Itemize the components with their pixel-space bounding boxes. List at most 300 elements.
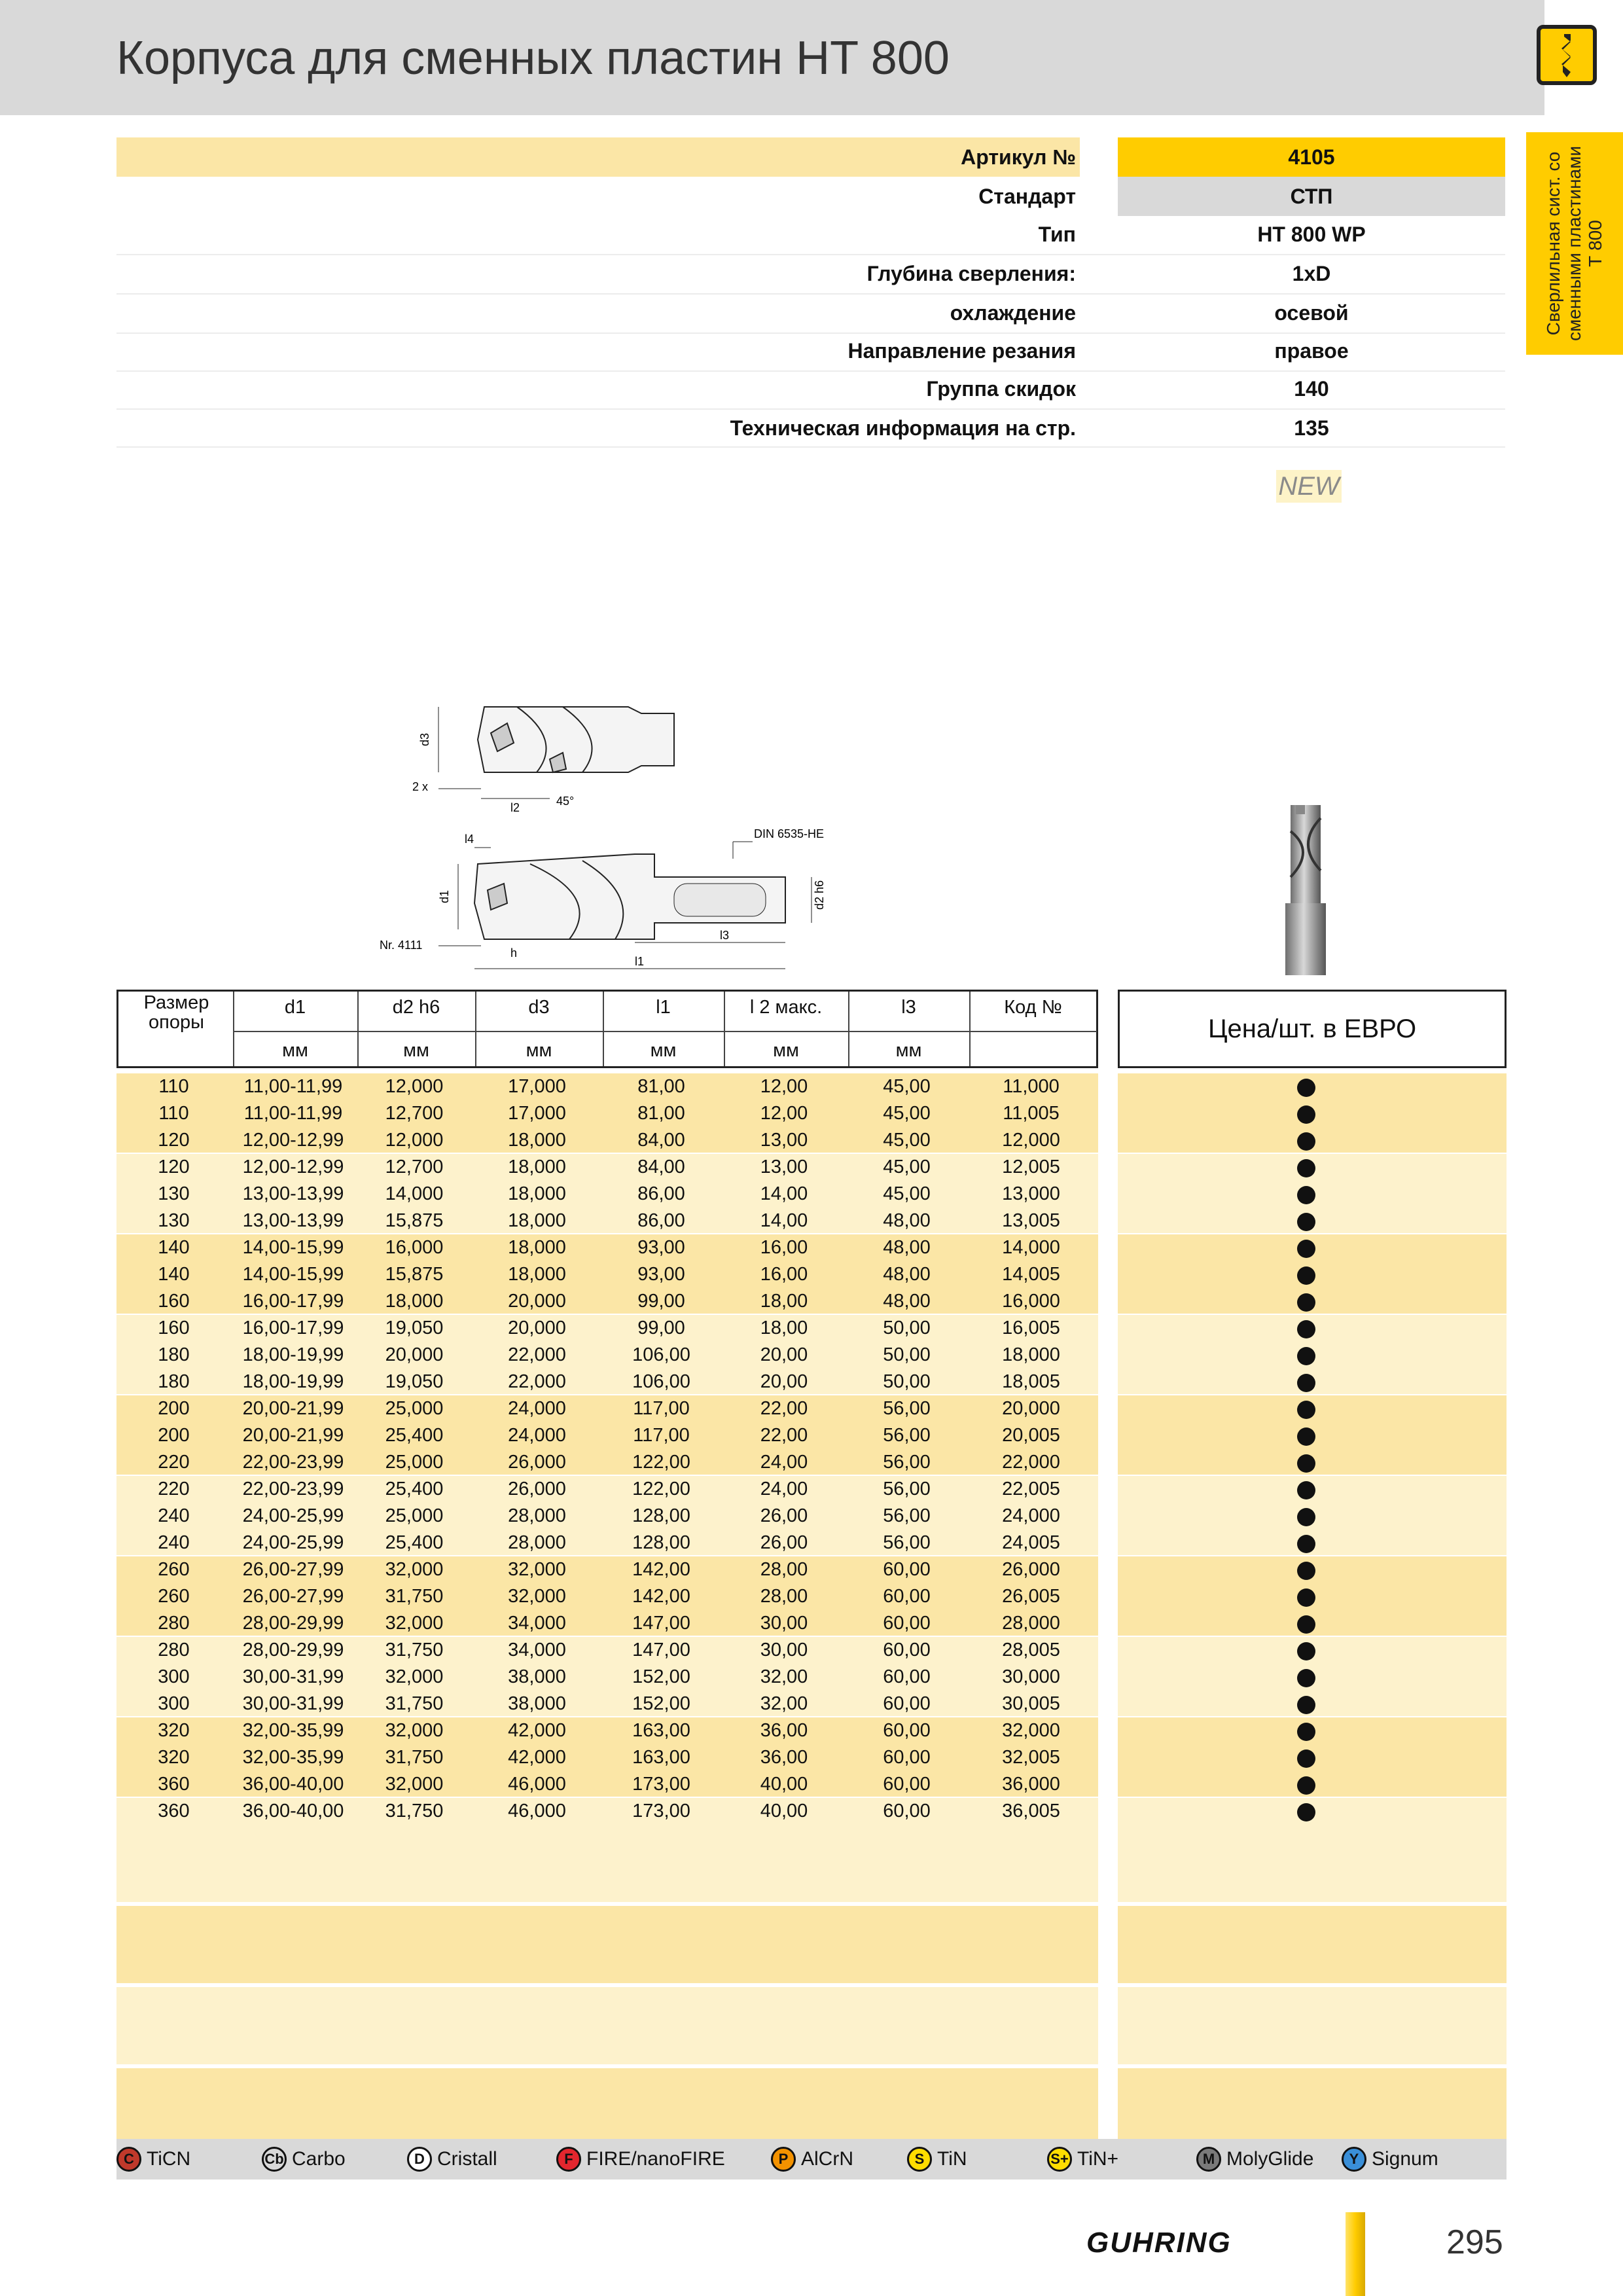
label-h: h [510,946,518,960]
table-row [116,1771,1507,1798]
page-title: Корпуса для сменных пластин HT 800 [116,32,950,84]
table-cell: 147,00 [632,1640,690,1660]
coating-name: TiN [937,2148,967,2170]
spec-label-direction: Направление резания [847,339,1076,363]
coating-name: Carbo [292,2148,346,2170]
table-cell: 122,00 [632,1452,690,1473]
table-cell: 260 [158,1586,190,1607]
coating-item [1196,2139,1313,2179]
availability-dot-icon [1297,1776,1315,1795]
label-nr: Nr. 4111 [380,939,423,952]
table-cell: 18,000 [508,1237,566,1258]
table-cell: 18,00-19,99 [242,1344,344,1365]
spec-value-discount: 140 [1294,377,1329,401]
table-cell: 31,750 [385,1747,444,1768]
table-cell: 40,00 [760,1774,808,1795]
table-cell: 28,000 [508,1532,566,1553]
table-row [116,1422,1507,1449]
table-cell: 18,000 [508,1264,566,1285]
table-cell: 50,00 [883,1344,931,1365]
table-cell: 18,000 [508,1130,566,1151]
table-cell: 110 [158,1076,189,1097]
table-cell: 20,000 [385,1344,444,1365]
table-cell: 28,000 [508,1505,566,1526]
coating-item [262,2139,346,2179]
table-cell: 173,00 [632,1774,690,1795]
availability-dot-icon [1297,1374,1315,1392]
table-cell: 16,00 [760,1237,808,1258]
table-row [116,1664,1507,1691]
table-cell: 26,00-27,99 [242,1586,344,1607]
table-cell: 28,00 [760,1559,808,1580]
table-cell: 106,00 [632,1344,690,1365]
availability-dot-icon [1297,1186,1315,1204]
table-cell: 22,000 [1002,1452,1060,1473]
table-cell: 24,00 [760,1452,808,1473]
table-cell: 36,00 [760,1747,808,1768]
table-cell: 26,000 [1002,1559,1060,1580]
table-row [116,1127,1507,1154]
table-cell: 32,000 [508,1586,566,1607]
availability-dot-icon [1297,1320,1315,1338]
table-cell: 30,00-31,99 [242,1693,344,1714]
table-cell: 19,050 [385,1318,444,1338]
table-cell: 152,00 [632,1666,690,1687]
table-cell: 12,00-12,99 [242,1130,344,1151]
coating-item [771,2139,853,2179]
availability-dot-icon [1297,1669,1315,1687]
table-cell: 18,000 [508,1210,566,1231]
table-cell: 200 [158,1398,190,1419]
table-cell: 12,700 [385,1103,444,1124]
availability-dot-icon [1297,1535,1315,1553]
table-cell: 14,00-15,99 [242,1264,344,1285]
coating-item [907,2139,967,2179]
coating-name: TiCN [147,2148,191,2170]
label-2x: 2 x [412,780,429,793]
table-cell: 42,000 [508,1720,566,1741]
availability-dot-icon [1297,1508,1315,1526]
label-d1: d1 [438,889,451,903]
table-cell: 56,00 [883,1425,931,1446]
table-row [116,1395,1507,1422]
table-cell: 140 [158,1237,190,1258]
coating-name: Signum [1372,2148,1438,2170]
table-cell: 12,000 [1002,1130,1060,1151]
table-row [116,1234,1507,1261]
label-d3: d3 [418,732,431,746]
table-cell: 25,000 [385,1452,444,1473]
availability-dot-icon [1297,1427,1315,1446]
table-cell: 22,00 [760,1425,808,1446]
table-cell: 122,00 [632,1479,690,1499]
table-cell: 45,00 [883,1130,931,1151]
availability-dot-icon [1297,1615,1315,1634]
table-row [116,1503,1507,1530]
table-cell: 84,00 [637,1130,685,1151]
table-cell: 32,005 [1002,1747,1060,1768]
table-cell: 11,00-11,99 [243,1103,343,1124]
table-cell: 15,875 [385,1210,444,1231]
table-cell: 31,750 [385,1801,444,1821]
table-cell: 36,00 [760,1720,808,1741]
availability-dot-icon [1297,1266,1315,1285]
table-cell: 30,000 [1002,1666,1060,1687]
new-badge: NEW [1276,470,1342,503]
availability-dot-icon [1297,1481,1315,1499]
table-row [116,1476,1507,1503]
table-cell: 32,000 [1002,1720,1060,1741]
table-cell: 220 [158,1452,190,1473]
table-row [116,1208,1507,1234]
table-cell: 32,00 [760,1693,808,1714]
table-cell: 46,000 [508,1774,566,1795]
table-row [116,1530,1507,1556]
table-cell: 117,00 [633,1398,690,1419]
table-cell: 13,00-13,99 [242,1210,344,1231]
table-cell: 14,005 [1002,1264,1060,1285]
table-cell: 25,000 [385,1398,444,1419]
table-cell: 13,00 [760,1130,808,1151]
table-cell: 84,00 [637,1157,685,1177]
coating-item [1047,2139,1118,2179]
coating-badge-icon: P [771,2147,796,2172]
table-cell: 360 [158,1774,190,1795]
col-header-d1: d1 [284,997,306,1018]
table-cell: 14,000 [1002,1237,1060,1258]
table-cell: 18,00 [760,1291,808,1312]
table-cell: 32,000 [385,1559,444,1580]
table-cell: 140 [158,1264,190,1285]
table-row [116,1449,1507,1476]
table-row [116,1342,1507,1369]
table-cell: 60,00 [883,1640,931,1660]
table-cell: 152,00 [632,1693,690,1714]
table-row [116,1369,1507,1395]
table-cell: 30,00-31,99 [242,1666,344,1687]
table-cell: 60,00 [883,1801,931,1821]
table-cell: 128,00 [632,1505,690,1526]
drill-icon [1537,25,1597,85]
table-cell: 18,005 [1002,1371,1060,1392]
table-cell: 45,00 [883,1076,931,1097]
table-row [116,1610,1507,1637]
table-cell: 18,00 [760,1318,808,1338]
table-cell: 56,00 [883,1532,931,1553]
table-cell: 160 [158,1291,190,1312]
table-cell: 25,000 [385,1505,444,1526]
table-cell: 14,00 [760,1210,808,1231]
empty-table-block [1118,1906,1507,1983]
table-cell: 20,000 [508,1318,566,1338]
coating-legend [116,2139,1507,2179]
table-cell: 50,00 [883,1371,931,1392]
unit-d2: мм [403,1040,429,1061]
table-cell: 16,000 [385,1237,444,1258]
table-cell: 28,00-29,99 [242,1613,344,1634]
table-cell: 60,00 [883,1559,931,1580]
table-cell: 360 [158,1801,190,1821]
table-cell: 24,000 [508,1425,566,1446]
unit-d1: мм [282,1040,308,1061]
table-cell: 280 [158,1613,190,1634]
coating-name: TiN+ [1077,2148,1119,2170]
brand-logo: GUHRING [1086,2227,1232,2259]
availability-dot-icon [1297,1079,1315,1097]
spec-value-direction: правое [1274,339,1349,363]
spec-value-article: 4105 [1288,145,1335,169]
table-cell: 32,000 [508,1559,566,1580]
table-cell: 60,00 [883,1666,931,1687]
table-row [116,1288,1507,1315]
label-d2h6: d2 h6 [813,880,826,910]
availability-dot-icon [1297,1642,1315,1660]
col-header-size: Размер опоры [143,992,209,1033]
table-cell: 34,000 [508,1640,566,1660]
table-cell: 18,000 [508,1183,566,1204]
table-cell: 38,000 [508,1693,566,1714]
empty-table-block [1118,1825,1507,1902]
table-cell: 56,00 [883,1479,931,1499]
table-cell: 12,00 [760,1103,808,1124]
coating-badge-icon: C [116,2147,141,2172]
col-header-l3: l3 [901,997,916,1018]
availability-dot-icon [1297,1293,1315,1312]
table-cell: 106,00 [632,1371,690,1392]
availability-dot-icon [1297,1240,1315,1258]
table-cell: 130 [158,1210,190,1231]
table-cell: 16,000 [1002,1291,1060,1312]
table-cell: 18,000 [1002,1344,1060,1365]
availability-dot-icon [1297,1213,1315,1231]
table-cell: 128,00 [632,1532,690,1553]
table-cell: 36,005 [1002,1801,1060,1821]
availability-dot-icon [1297,1562,1315,1580]
table-cell: 28,00 [760,1586,808,1607]
table-cell: 300 [158,1666,190,1687]
table-cell: 22,000 [508,1344,566,1365]
table-cell: 56,00 [883,1398,931,1419]
table-cell: 32,00-35,99 [242,1720,344,1741]
table-cell: 20,000 [1002,1398,1060,1419]
table-cell: 26,00 [760,1505,808,1526]
coating-name: Cristall [437,2148,497,2170]
table-row [116,1691,1507,1717]
label-l3: l3 [720,929,730,942]
side-tab-label: Сверлильная сист. со сменными пластинами Т 800 [1543,146,1605,342]
table-cell: 22,000 [508,1371,566,1392]
table-cell: 14,000 [385,1183,444,1204]
table-cell: 25,400 [385,1425,444,1446]
table-cell: 19,050 [385,1371,444,1392]
table-cell: 22,00-23,99 [242,1479,344,1499]
coating-badge-icon: S+ [1047,2147,1072,2172]
table-cell: 46,000 [508,1801,566,1821]
table-cell: 25,400 [385,1479,444,1499]
availability-dot-icon [1297,1588,1315,1607]
table-cell: 81,00 [637,1076,685,1097]
table-cell: 93,00 [637,1264,685,1285]
table-cell: 24,000 [508,1398,566,1419]
table-cell: 26,000 [508,1479,566,1499]
col-header-code: Код № [1004,997,1062,1018]
label-l1: l1 [635,955,645,968]
table-cell: 24,00-25,99 [242,1532,344,1553]
table-cell: 18,00-19,99 [242,1371,344,1392]
coating-item [1342,2139,1438,2179]
table-cell: 32,00 [760,1666,808,1687]
table-cell: 31,750 [385,1693,444,1714]
spec-value-type: HT 800 WP [1257,223,1366,246]
table-row [116,1315,1507,1342]
spec-value-techinfo: 135 [1294,416,1329,440]
coating-badge-icon: D [407,2147,432,2172]
table-cell: 28,005 [1002,1640,1060,1660]
availability-dot-icon [1297,1159,1315,1177]
table-cell: 12,00 [760,1076,808,1097]
table-cell: 31,750 [385,1640,444,1660]
unit-l3: мм [895,1040,922,1061]
table-cell: 16,00 [760,1264,808,1285]
coating-name: AlCrN [801,2148,853,2170]
table-cell: 28,000 [1002,1613,1060,1634]
table-cell: 81,00 [637,1103,685,1124]
table-cell: 18,000 [385,1291,444,1312]
table-cell: 12,005 [1002,1157,1060,1177]
table-cell: 28,00-29,99 [242,1640,344,1660]
table-cell: 48,00 [883,1264,931,1285]
table-cell: 60,00 [883,1693,931,1714]
table-cell: 48,00 [883,1210,931,1231]
table-cell: 11,005 [1003,1103,1060,1124]
divider [116,446,1505,448]
table-cell: 240 [158,1532,190,1553]
label-l4: l4 [465,833,474,846]
label-l2: l2 [510,801,520,814]
availability-dot-icon [1297,1696,1315,1714]
table-cell: 18,000 [508,1157,566,1177]
availability-dot-icon [1297,1105,1315,1124]
table-cell: 13,00-13,99 [242,1183,344,1204]
empty-table-block [1118,1987,1507,2064]
table-cell: 24,005 [1002,1532,1060,1553]
page-number: 295 [1446,2223,1503,2261]
table-cell: 50,00 [883,1318,931,1338]
table-cell: 60,00 [883,1747,931,1768]
table-cell: 20,00-21,99 [242,1398,344,1419]
table-cell: 12,000 [385,1130,444,1151]
table-cell: 142,00 [632,1586,690,1607]
table-cell: 93,00 [637,1237,685,1258]
table-cell: 20,000 [508,1291,566,1312]
empty-table-block [116,1825,1098,1902]
table-cell: 12,000 [385,1076,444,1097]
table-cell: 22,00 [760,1398,808,1419]
table-cell: 26,00-27,99 [242,1559,344,1580]
table-cell: 60,00 [883,1613,931,1634]
table-cell: 300 [158,1693,190,1714]
availability-dot-icon [1297,1454,1315,1473]
availability-dot-icon [1297,1723,1315,1741]
table-cell: 26,005 [1002,1586,1060,1607]
col-header-l2: l 2 макс. [749,997,823,1018]
table-cell: 32,000 [385,1666,444,1687]
table-cell: 120 [158,1130,190,1151]
table-cell: 26,000 [508,1452,566,1473]
table-cell: 180 [158,1344,190,1365]
spec-label-techinfo: Техническая информация на стр. [730,416,1076,440]
table-row [116,1556,1507,1583]
table-cell: 200 [158,1425,190,1446]
table-cell: 42,000 [508,1747,566,1768]
table-row [116,1798,1507,1825]
table-cell: 16,005 [1002,1318,1060,1338]
brand-accent-bar [1346,2212,1365,2296]
header-divider [233,1031,1097,1032]
label-din: DIN 6535-HE [754,827,825,840]
price-header: Цена/шт. в ЕВРО [1118,990,1507,1068]
coating-badge-icon: Cb [262,2147,287,2172]
spec-label-cooling: охлаждение [950,301,1076,325]
col-header-d3: d3 [528,997,550,1018]
spec-label-article: Артикул № [961,145,1076,169]
table-cell: 25,400 [385,1532,444,1553]
table-cell: 16,00-17,99 [242,1318,344,1338]
table-cell: 34,000 [508,1613,566,1634]
table-row [116,1073,1507,1100]
table-cell: 30,00 [760,1640,808,1660]
table-cell: 220 [158,1479,190,1499]
empty-table-block [116,1906,1098,1983]
table-cell: 240 [158,1505,190,1526]
table-cell: 24,00-25,99 [242,1505,344,1526]
table-cell: 32,00-35,99 [242,1747,344,1768]
table-cell: 11,00-11,99 [243,1076,343,1097]
table-cell: 20,00 [760,1371,808,1392]
technical-drawing [366,687,864,975]
table-cell: 60,00 [883,1774,931,1795]
table-cell: 20,00-21,99 [242,1425,344,1446]
table-cell: 48,00 [883,1237,931,1258]
table-cell: 60,00 [883,1586,931,1607]
table-cell: 86,00 [637,1183,685,1204]
spec-label-depth: Глубина сверления: [866,262,1076,285]
table-cell: 280 [158,1640,190,1660]
table-cell: 12,700 [385,1157,444,1177]
table-row [116,1744,1507,1771]
availability-dot-icon [1297,1401,1315,1419]
table-cell: 142,00 [632,1559,690,1580]
coating-badge-icon: Y [1342,2147,1366,2172]
label-angle: 45° [556,795,575,808]
table-row [116,1583,1507,1610]
table-cell: 160 [158,1318,190,1338]
side-tab [1526,132,1623,355]
table-row [116,1100,1507,1127]
table-cell: 24,000 [1002,1505,1060,1526]
spec-label-standard: Стандарт [978,185,1076,208]
product-photo [1276,805,1335,975]
table-row [116,1637,1507,1664]
table-cell: 32,000 [385,1720,444,1741]
table-cell: 45,00 [883,1157,931,1177]
table-cell: 36,00-40,00 [242,1801,344,1821]
table-cell: 120 [158,1157,190,1177]
table-cell: 163,00 [632,1747,690,1768]
table-cell: 24,00 [760,1479,808,1499]
table-cell: 12,00-12,99 [242,1157,344,1177]
coating-item [116,2139,190,2179]
